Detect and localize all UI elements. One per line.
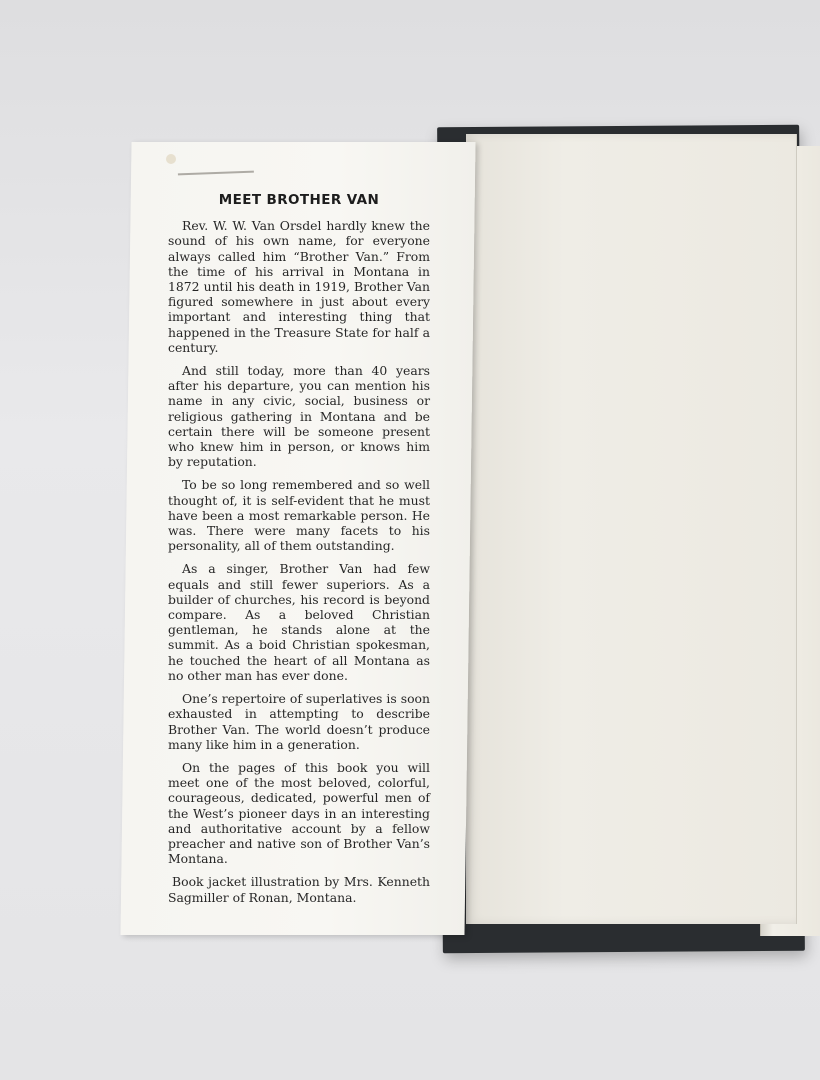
flap-paragraph: As a singer, Brother Van had few equals and still fewer superiors. As a builder of churches, his record is beyond compare. As a beloved Christian gentleman, he stands alone at the summit. As a boid Christian spokesman, he touched the heart of all Montana as no other man has ever done.: [168, 561, 430, 683]
flap-paragraph: Rev. W. W. Van Orsdel hardly knew the sound of his own name, for everyone always called him “Brother Van.” From the time of his arrival in Montana in 1872 until his death in 1919, Brother Van figured somewhere in just about every important and interesting thing that happened in the Treasure State for half a century.: [168, 218, 430, 355]
dust-jacket-inner: [466, 134, 797, 924]
flap-paragraph: One’s repertoire of superlatives is soon exhausted in attempting to describe Brother Van. The world doesn’t produce many like him in a generation.: [168, 691, 430, 752]
flap-worn-corner: [166, 154, 176, 164]
flap-text: [168, 193, 430, 913]
flap-paragraph: To be so long remembered and so well thought of, it is self-evident that he must have been a most remarkable person. He was. There were many facets to his personality, all of them outstanding.: [168, 477, 430, 554]
flap-title: MEET BROTHER VAN: [218, 192, 380, 208]
flap-credit: Book jacket illustration by Mrs. Kenneth Sagmiller of Ronan, Montana.: [168, 874, 430, 905]
flap-paragraph: And still today, more than 40 years after his departure, you can mention his name in any civic, social, business or religious gathering in Montana and be certain there will be someone present who knew him in person, or knows him by reputation.: [168, 363, 430, 470]
flap-paragraph: On the pages of this book you will meet one of the most beloved, colorful, courageous, dedicated, powerful men of the West’s pioneer days in an interesting and authoritative account by a fellow preacher and native son of Brother Van’s Montana.: [168, 759, 430, 867]
